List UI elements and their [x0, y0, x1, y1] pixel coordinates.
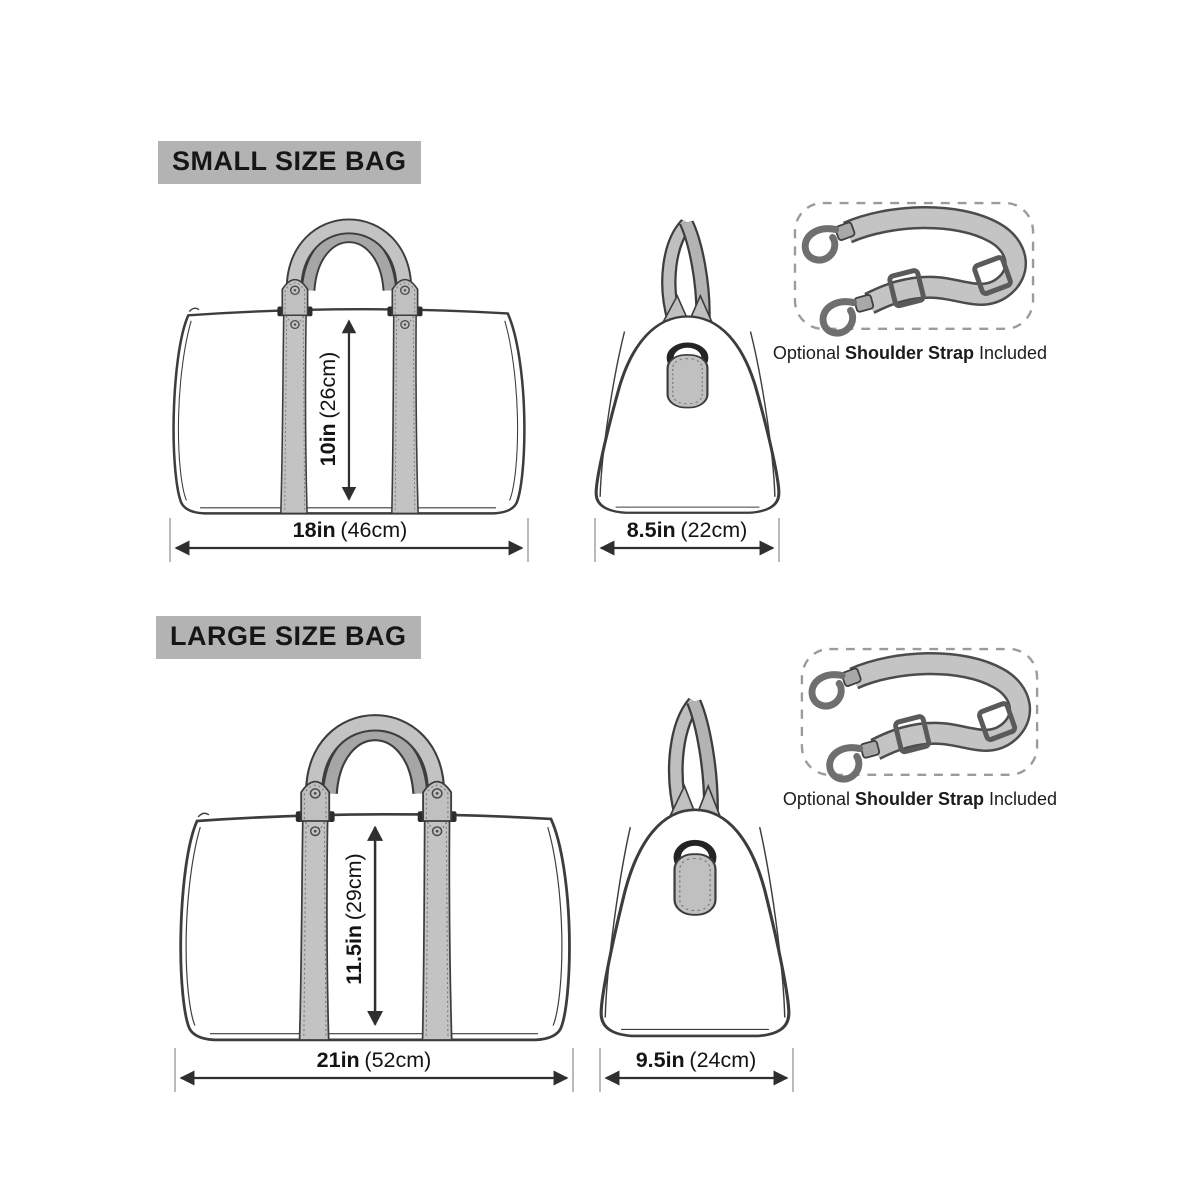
strap-note-prefix: Optional — [782, 789, 850, 809]
small-front-width-unit: (46cm) — [340, 518, 408, 542]
strap-note-prefix: Optional — [772, 343, 840, 363]
large-bag-side-view — [601, 702, 789, 1036]
small-side-width-label — [567, 517, 807, 543]
strap-note-suffix: Included — [989, 789, 1058, 809]
small-height-value: 10in — [316, 423, 340, 467]
large-height-value: 11.5in — [342, 924, 366, 985]
large-side-width-label — [576, 1047, 816, 1073]
large-side-width-unit: (24cm) — [689, 1048, 757, 1072]
small-bag-front-view — [174, 226, 525, 513]
small-side-width-unit: (22cm) — [680, 518, 748, 542]
small-height-unit: (26cm) — [316, 351, 340, 419]
small-side-width-value: 8.5in — [626, 518, 676, 542]
large-bag-shoulder-strap — [802, 649, 1037, 779]
strap-note-bold: Shoulder Strap — [854, 789, 984, 809]
small-bag-side-view — [596, 223, 779, 513]
small-front-width-label — [230, 517, 470, 543]
large-front-width-value: 21in — [316, 1048, 360, 1072]
small-front-width-value: 18in — [292, 518, 336, 542]
large-front-width-unit: (52cm) — [364, 1048, 432, 1072]
large-front-width-label — [254, 1047, 494, 1073]
large-side-width-value: 9.5in — [635, 1048, 685, 1072]
small-strap-note — [750, 342, 1070, 364]
large-strap-note — [760, 788, 1080, 810]
small-bag-shoulder-strap — [795, 203, 1033, 333]
large-height-label — [341, 809, 367, 1029]
large-size-bag-header: LARGE SIZE BAG — [156, 616, 421, 659]
small-size-bag-header: SMALL SIZE BAG — [158, 141, 421, 184]
small-height-label — [315, 299, 341, 519]
large-bag-front-view — [181, 723, 570, 1040]
large-height-unit: (29cm) — [342, 853, 366, 921]
strap-note-bold: Shoulder Strap — [844, 343, 974, 363]
strap-note-suffix: Included — [979, 343, 1048, 363]
